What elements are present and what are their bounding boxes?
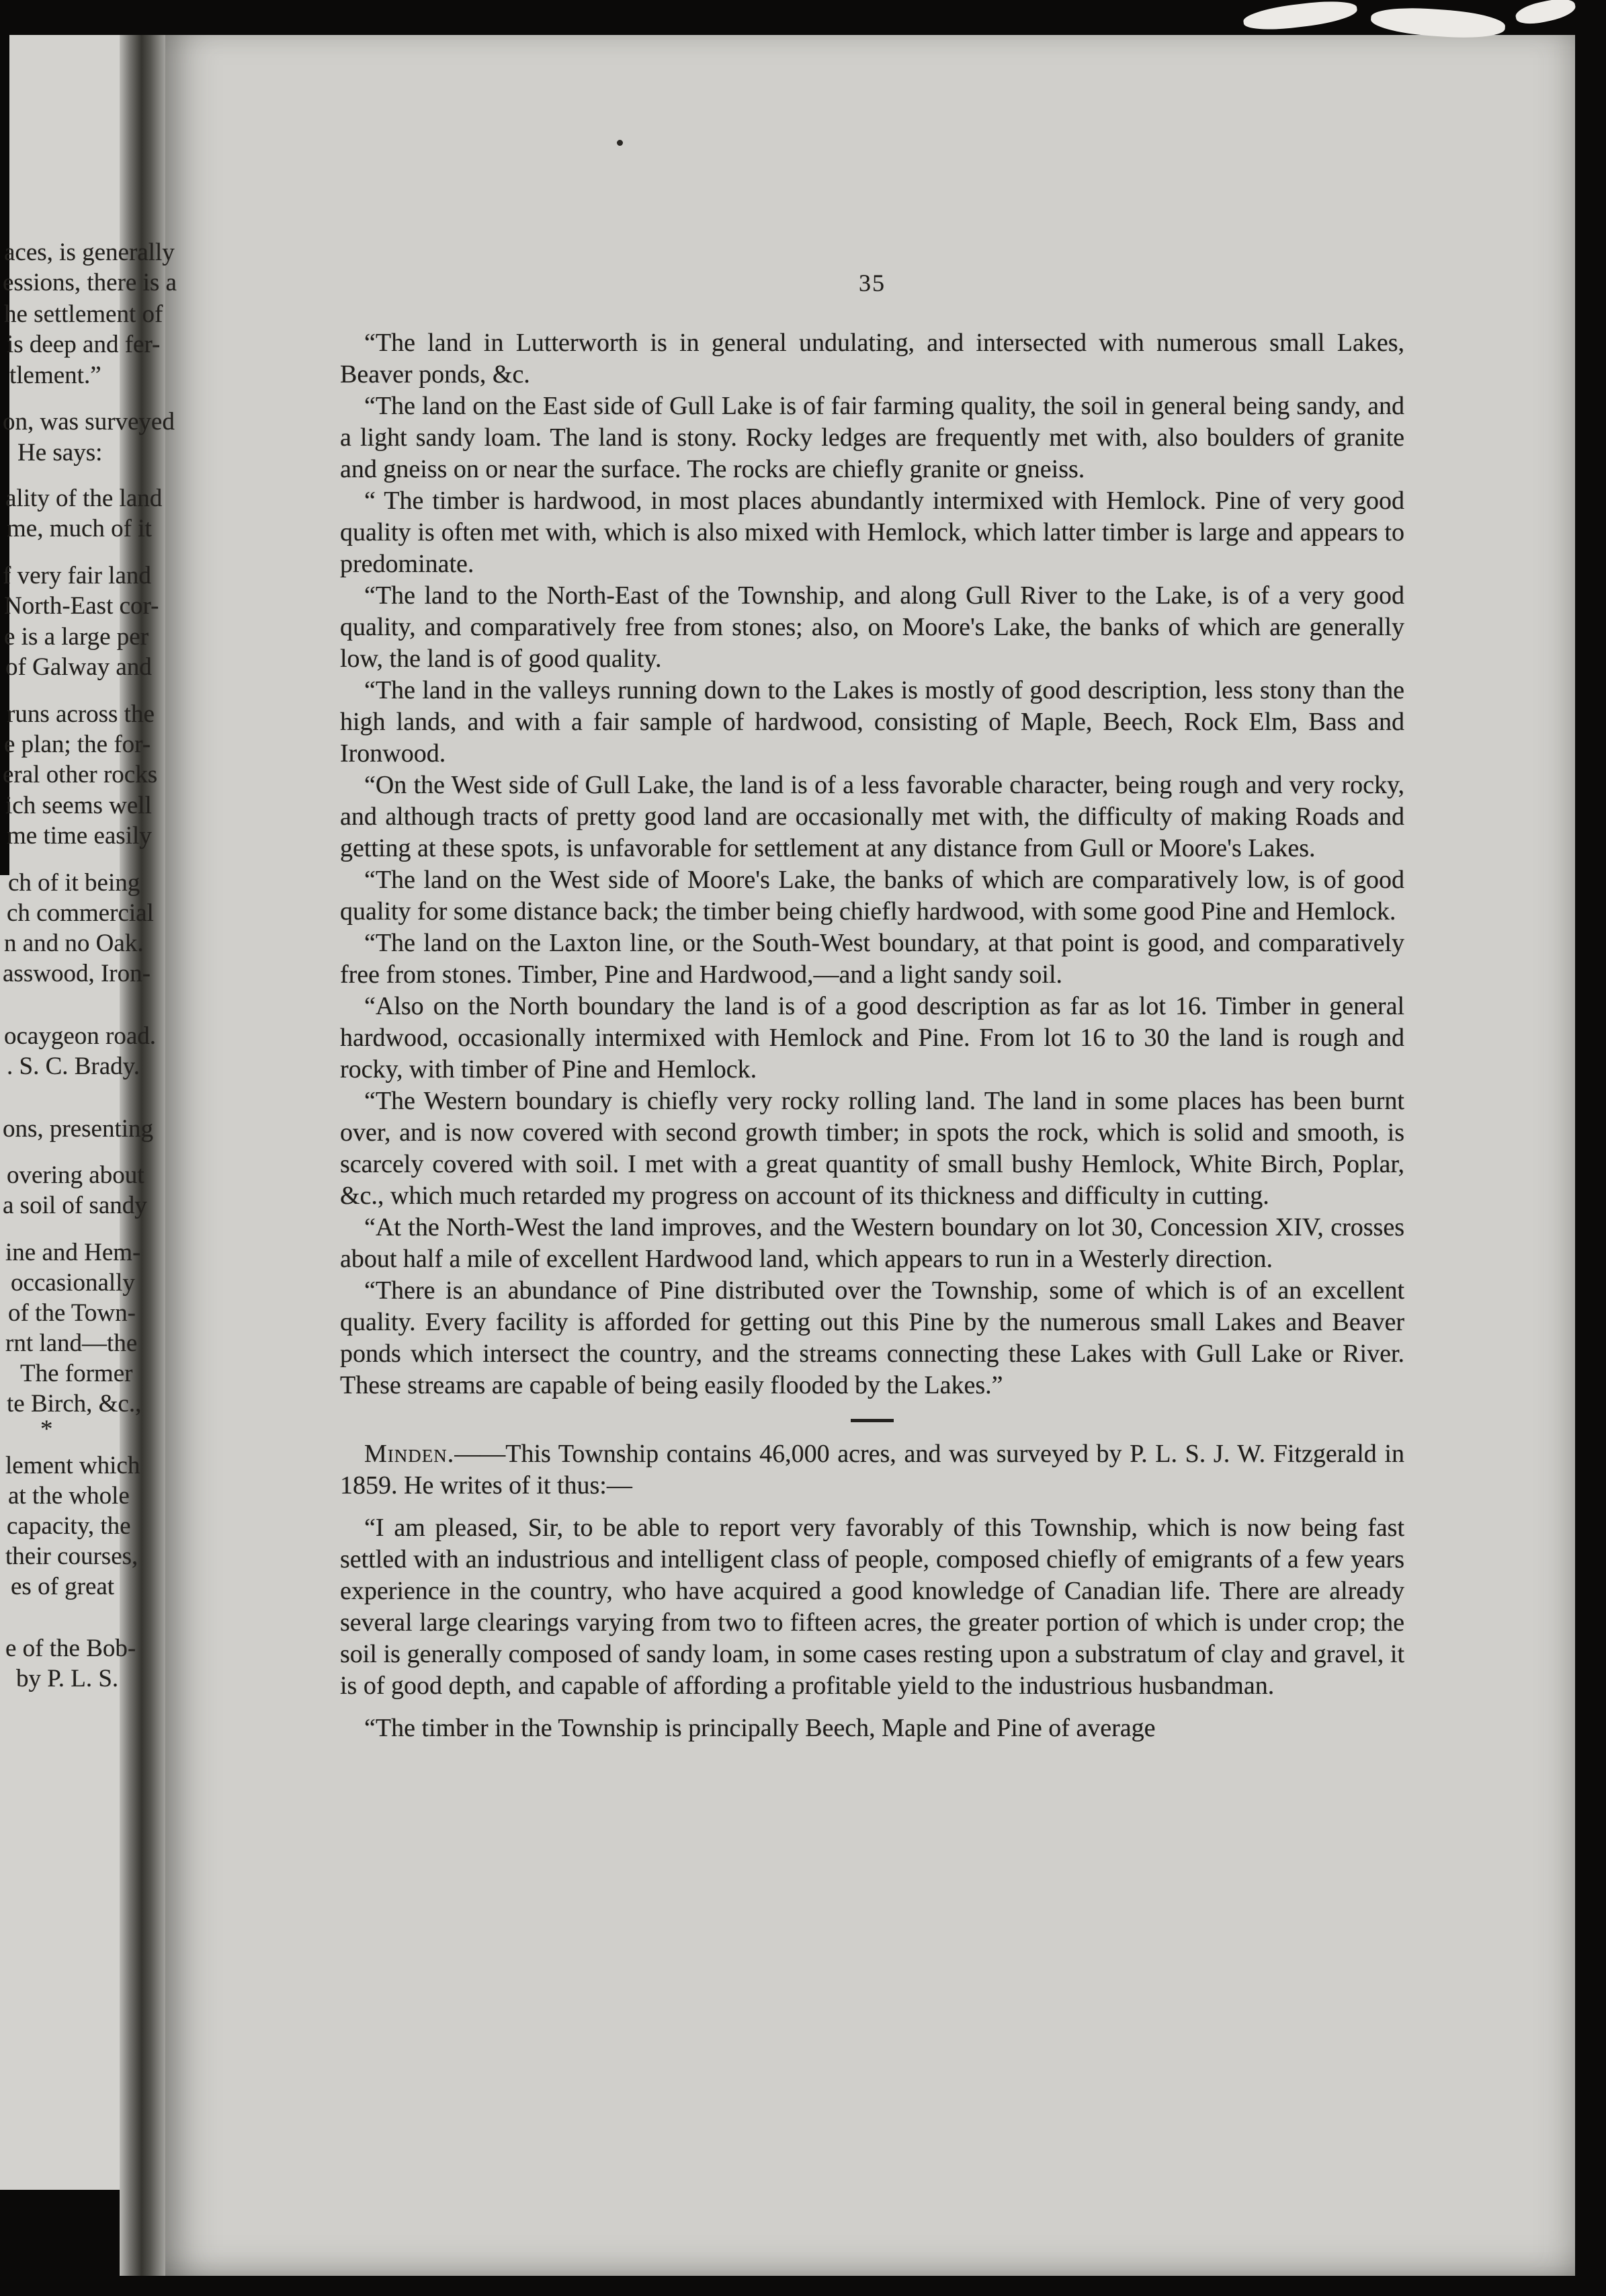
paragraph: “Also on the North boundary the land is of a good description as far as lot 16. Timber in general hardwood, occasionally intermixed with Hemlock and Pine. From lot 16 to 30 the land is rough and rocky, with timber of Pine and Hemlock. — [340, 992, 1404, 1083]
paragraph: “The land to the North-East of the Township, and along Gull River to the Lake, is of a very good quality, and comparatively free from stones; also, on Moore's Lake, the banks of which are generally low, the land is of good quality. — [340, 581, 1404, 673]
left-page-text-fragment: ch of it being — [8, 869, 140, 897]
left-page-text-fragment: . S. C. Brady. — [7, 1053, 140, 1080]
left-page-text-fragment: North-East cor- — [4, 592, 159, 620]
left-page-text-fragment: capacity, the — [7, 1512, 131, 1540]
left-page-text-fragment: lement which — [5, 1452, 140, 1479]
minden-heading-paragraph — [340, 1438, 1404, 1502]
section-divider — [851, 1419, 894, 1422]
left-page-text-fragment: ch commercial — [7, 899, 154, 927]
left-page-text-fragment: The former — [20, 1360, 133, 1387]
paragraph: “The land in Lutterworth is in general undulating, and intersected with numerous small Lakes, Beaver ponds, &c. — [340, 329, 1404, 388]
left-page-text-fragment: te Birch, &c., — [7, 1390, 142, 1418]
left-page-text-fragment: eral other rocks — [3, 761, 158, 788]
left-page-text-fragment: e plan; the for- — [4, 731, 151, 758]
paragraph: “The timber in the Township is principally Beech, Maple and Pine of average — [364, 1714, 1156, 1742]
paragraph: “The land on the East side of Gull Lake is of fair farming quality, the soil in general being sandy, and a light sandy loam. The land is stony. Rocky ledges are frequently met with, also boulders of granite and gneiss on or near the surface. The rocks are chiefly granite or gneiss. — [340, 392, 1404, 483]
left-page-text-fragment: He says: — [17, 439, 103, 466]
left-page-text-fragment: e of the Bob- — [5, 1635, 136, 1662]
left-page-text-fragment: by P. L. S. — [16, 1665, 119, 1692]
left-page-text-fragment: runs across the — [7, 700, 155, 728]
minden-intro-text: ——This Township contains 46,000 acres, and was surveyed by P. L. S. J. W. Fitzgerald in 1859. He writes of it thus:— — [340, 1440, 1404, 1500]
left-page-text-fragment: * — [40, 1416, 53, 1443]
left-page-text-fragment: a soil of sandy — [3, 1192, 147, 1219]
paragraph: “The land on the Laxton line, or the South-West boundary, at that point is good, and comparatively free from stones. Timber, Pine and Hardwood,—and a light sandy soil. — [340, 929, 1404, 989]
printed-text-column — [340, 268, 1404, 1744]
paragraph: “I am pleased, Sir, to be able to report very favorably of this Township, which is now being fast settled with an industrious and intelligent class of people, composed chiefly of emigrants of a few years experience in the country, who have acquired a good knowledge of Canadian life. There are already several large clearings varying from two to fifteen acres, the greater portion of which is under crop; the soil is generally composed of sandy loam, in some cases resting upon a substratum of clay and gravel, it is of good depth, and capable of affording a profitable yield to the industrious husbandman. — [340, 1514, 1404, 1700]
minden-township-name: Minden. — [364, 1440, 455, 1468]
left-page-text-fragment: asswood, Iron- — [3, 960, 151, 987]
left-page-text-fragment: ine and Hem- — [5, 1239, 141, 1266]
scan-border-top — [0, 0, 1606, 35]
left-page-text-fragment: of the Town- — [8, 1299, 136, 1327]
left-page-text-fragment: at the whole — [8, 1482, 130, 1510]
left-page-text-fragment: me time easily — [7, 822, 152, 850]
left-page-text-fragment: ocaygeon road. — [4, 1022, 157, 1050]
paragraph: “The land in the valleys running down to the Lakes is mostly of good description, less stony than the high lands, and with a fair sample of hardwood, consisting of Maple, Beech, Rock Elm, Bass and Ironwood. — [340, 676, 1404, 768]
left-page-text-fragment: tlement.” — [9, 362, 101, 389]
scan-border-right — [1575, 0, 1606, 2296]
paragraph: “At the North-West the land improves, and the Western boundary on lot 30, Concession XIV, crosses about half a mile of excellent Hardwood land, which appears to run in a Westerly direction. — [340, 1213, 1404, 1273]
left-page-text-fragment: e is a large per — [4, 623, 149, 651]
left-page-text-fragment: es of great — [11, 1573, 115, 1600]
left-page-text-fragment: f very fair land — [3, 562, 151, 589]
left-page-text-fragment: he settlement of — [4, 300, 163, 328]
left-page-text-fragment: is deep and fer- — [7, 331, 161, 358]
section-minden — [340, 1438, 1404, 1744]
left-page-text-fragment: n and no Oak. — [4, 930, 144, 957]
paragraph: “There is an abundance of Pine distributed over the Township, some of which is of an excellent quality. Every facility is afforded for getting out this Pine by the numerous small Lakes and Beaver ponds which intersect the country, and the streams connecting these Lakes with Gull Lake or River. These streams are capable of being easily flooded by the Lakes.” — [340, 1276, 1404, 1399]
left-page-text-fragment: overing about — [7, 1161, 144, 1189]
paragraph: “ The timber is hardwood, in most places abundantly intermixed with Hemlock. Pine of very good quality is often met with, which is also mixed with Hemlock, which latter timber is large and appears to predominate. — [340, 487, 1404, 578]
left-page-text-fragment: their courses, — [5, 1543, 138, 1570]
scan-border-bottom — [0, 2276, 1606, 2296]
paragraph: “The Western boundary is chiefly very rocky rolling land. The land in some places has been burnt over, and is now covered with second growth timber; in spots the rock, which is solid and smooth, is scarcely covered with soil. I met with a great quantity of small bushy Hemlock, White Birch, Poplar, &c., which much retarded my progress on account of its thickness and difficulty in cutting. — [340, 1087, 1404, 1210]
left-page-text-fragment: of Galway and — [5, 653, 152, 681]
left-page-text-fragment: aces, is generally — [4, 239, 175, 266]
left-page-text-fragment: essions, there is a — [3, 269, 177, 296]
paragraph: “On the West side of Gull Lake, the land is of a less favorable character, being rough and very rocky, and although tracts of pretty good land are occasionally met with, the difficulty of making Roads and getting at these spots, is unfavorable for settlement at any distance from Gull or Moore's Lakes. — [340, 771, 1404, 862]
left-page-text-fragment: ality of the land — [5, 485, 163, 512]
left-page-text-fragment: on, was surveyed — [3, 408, 175, 436]
book-spine-gutter — [120, 35, 165, 2276]
ink-dot — [617, 140, 623, 146]
page-number: 35 — [859, 270, 886, 296]
left-page-text-fragment: rnt land—the — [5, 1329, 138, 1357]
left-page-text-fragment: me, much of it — [7, 515, 152, 542]
section-lutterworth — [340, 327, 1404, 1401]
left-page-text-fragment: ons, presenting — [3, 1115, 154, 1143]
left-page-fragments — [0, 0, 177, 2296]
minden-paragraphs — [340, 1512, 1404, 1744]
left-page-text-fragment: occasionally — [11, 1269, 135, 1297]
paragraph: “The land on the West side of Moore's Lake, the banks of which are comparatively low, is of good quality for some distance back; the timber being chiefly hardwood, with some good Pine and Hemlock. — [340, 866, 1404, 926]
left-page-text-fragment: ich seems well — [5, 792, 152, 819]
